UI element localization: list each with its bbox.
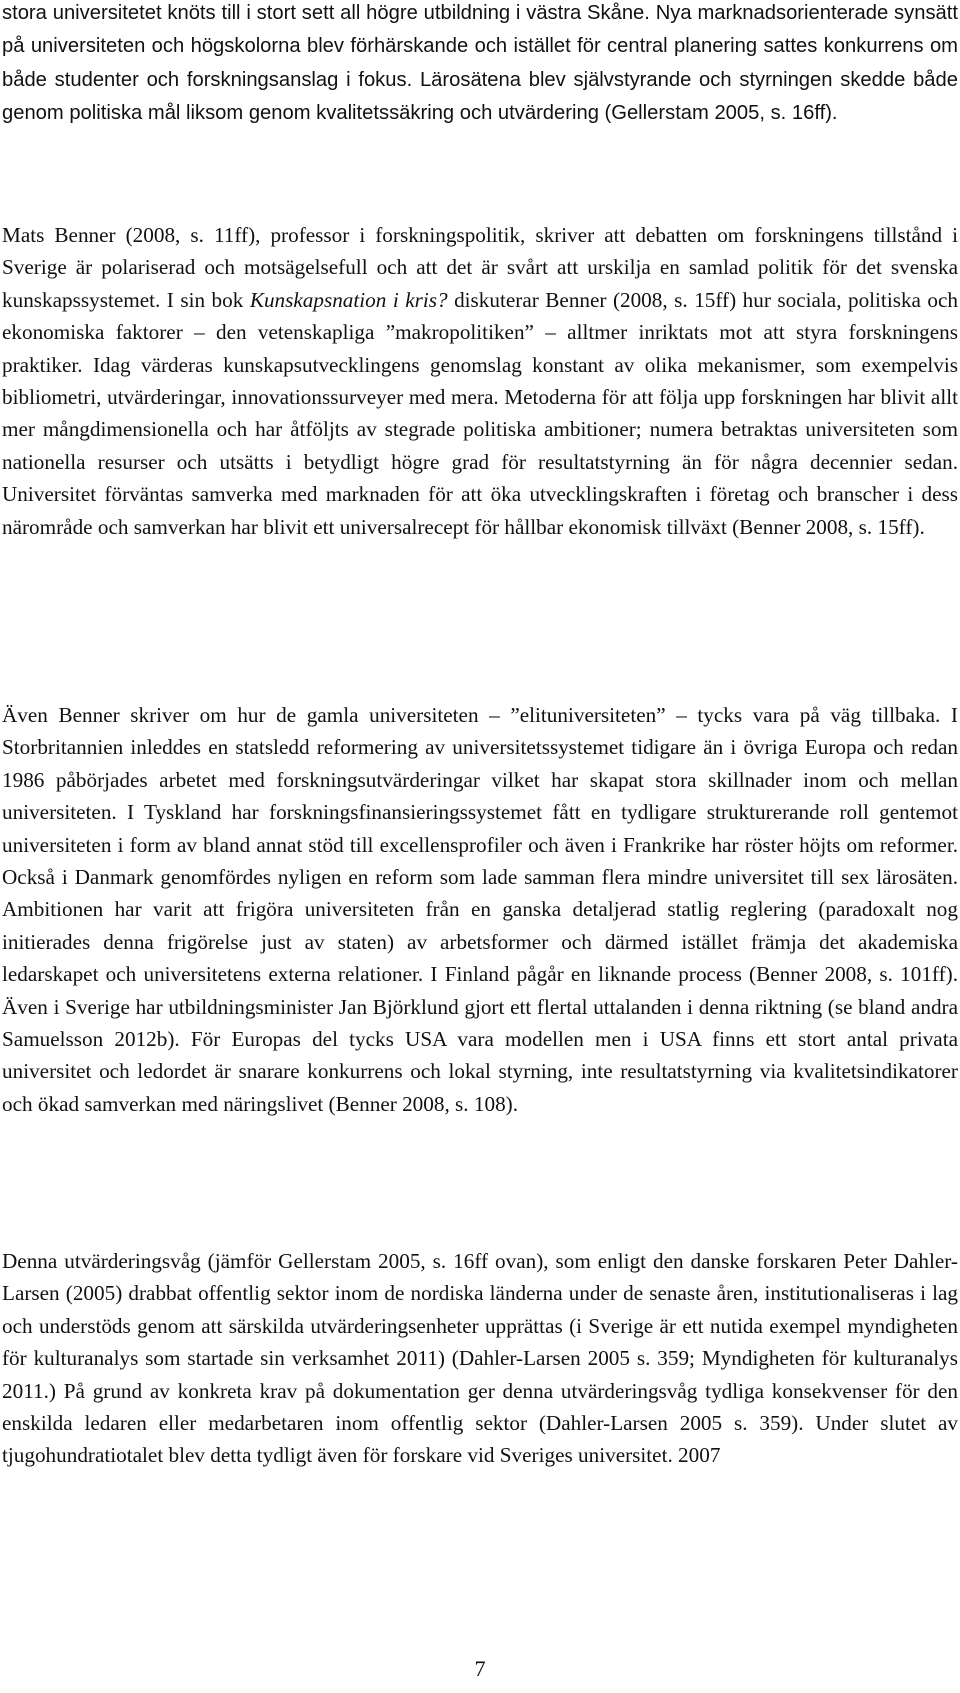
paragraph-1-text: stora universitetet knöts till i stort sett all högre utbildning i västra Skåne. Nya marknadsorienterade synsätt på universiteten och högskolorna blev förhärskande och istället för central planering sattes konkurrens om både studenter och forskningsanslag i fokus. Lärosätena blev självstyrande och styrningen skedde både genom politiska mål liksom genom kvalitetssäkring och utvärdering (Gellerstam 2005, s. 16ff). (2, 2, 958, 125)
paragraph-2-text-c: 15ff) hur sociala, politiska och ekonomiska faktorer – den vetenskapliga ”makropolitiken” – alltmer inriktats mot att styra forskningens praktiker. (2, 287, 959, 377)
paragraph-1 (2, 0, 958, 130)
paragraph-2-text-b: diskuterar Benner (2008, s. (447, 287, 695, 312)
paragraph-3 (2, 699, 958, 1120)
page-number: 7 (474, 1656, 486, 1681)
paragraph-2-text-a: Mats Benner (2008, s. 11ff), professor i forskningspolitik, skriver att debatten om forskningens tillstånd i Sverige är polariserad och motsägelsefull och att det är svårt att urskilja en samlad politik för det svenska kunskapssystemet. I sin bok (2, 223, 958, 312)
paragraph-2-text-d: Idag värderas kunskapsutvecklingens genomslag konstant av olika mekanismer, som exempelvis bibliometri, utvärderingar, innovationssurveyer med mera. Metoderna för att följa upp forskningen har blivit allt mer mångdimensionella och har åtföljts av stegrade politiska ambitioner; numera betraktas universiteten som nationella resurser och utsätts i betydligt högre grad för resultatstyrning än för några decennier sedan. Universitet förväntas samverka med marknaden för att öka utvecklingskraften i företag och branscher i dess närområde och samverkan har blivit ett universalrecept för hållbar ekonomisk tillväxt (Benner 2008, s. 15ff). (2, 352, 958, 539)
book-title: Kunskapsnation i kris? (249, 287, 448, 312)
paragraph-3-text: Även Benner skriver om hur de gamla universiteten – ”elituniversiteten” – tycks vara på väg tillbaka. I Storbritannien inleddes en statsledd reformering av universitetssystemet tidigare än i övriga Europa och redan 1986 påbörjades arbetet med forskningsutvärderingar vilket har skapat stora skillnader inom och mellan universiteten. I Tyskland har forskningsfinansieringssystemet fått en tydligare strukturerande roll gentemot universiteten i form av bland annat stöd till excellensprofiler och även i Frankrike har röster höjts om reformer. Också i Danmark genomfördes nyligen en reform som lade samman flera mindre universitet till sex lärosäten. Ambitionen har varit att frigöra universiteten från en ganska detaljerad statlig reglering (paradoxalt nog initierades denna frigörelse just av staten) av arbetsformer och därmed istället främja det akademiska ledarskapet och universitetens externa relationer. I Finland pågår en liknande process (Benner 2008, s. 101ff). Även i Sverige har utbildningsminister Jan Björklund gjort ett flertal uttalanden i denna riktning (se bland andra Samuelsson 2012b). För Europas del tycks USA vara modellen men i USA finns ett stort antal privata universitet och ledordet är snarare konkurrens och lokal styrning, inte resultatstyrning via kvalitetsindikatorer och ökad samverkan med näringslivet (Benner 2008, s. 108). (2, 703, 958, 1116)
paragraph-4 (2, 1245, 958, 1472)
paragraph-4-text: Denna utvärderingsvåg (jämför Gellerstam 2005, s. 16ff ovan), som enligt den danske forskaren Peter Dahler-Larsen (2005) drabbat offentlig sektor inom de nordiska länderna under de senaste åren, institutionaliseras i lag och understöds genom att särskilda utvärderingsenheter upprättas (i Sverige är ett nutida exempel myndigheten för kulturanalys som startade sin verksamhet 2011) (Dahler-Larsen 2005 s. 359; Myndigheten för kulturanalys 2011.) På grund av konkreta krav på dokumentation ger denna utvärderingsvåg tydliga konsekvenser för den enskilda ledaren eller medarbetaren inom offentlig sektor (Dahler-Larsen 2005 s. 359). Under slutet av tjugohundratiotalet blev detta tydligt även för forskare vid Sveriges universitet. 2007 (2, 1249, 958, 1468)
paragraph-2 (2, 219, 958, 543)
